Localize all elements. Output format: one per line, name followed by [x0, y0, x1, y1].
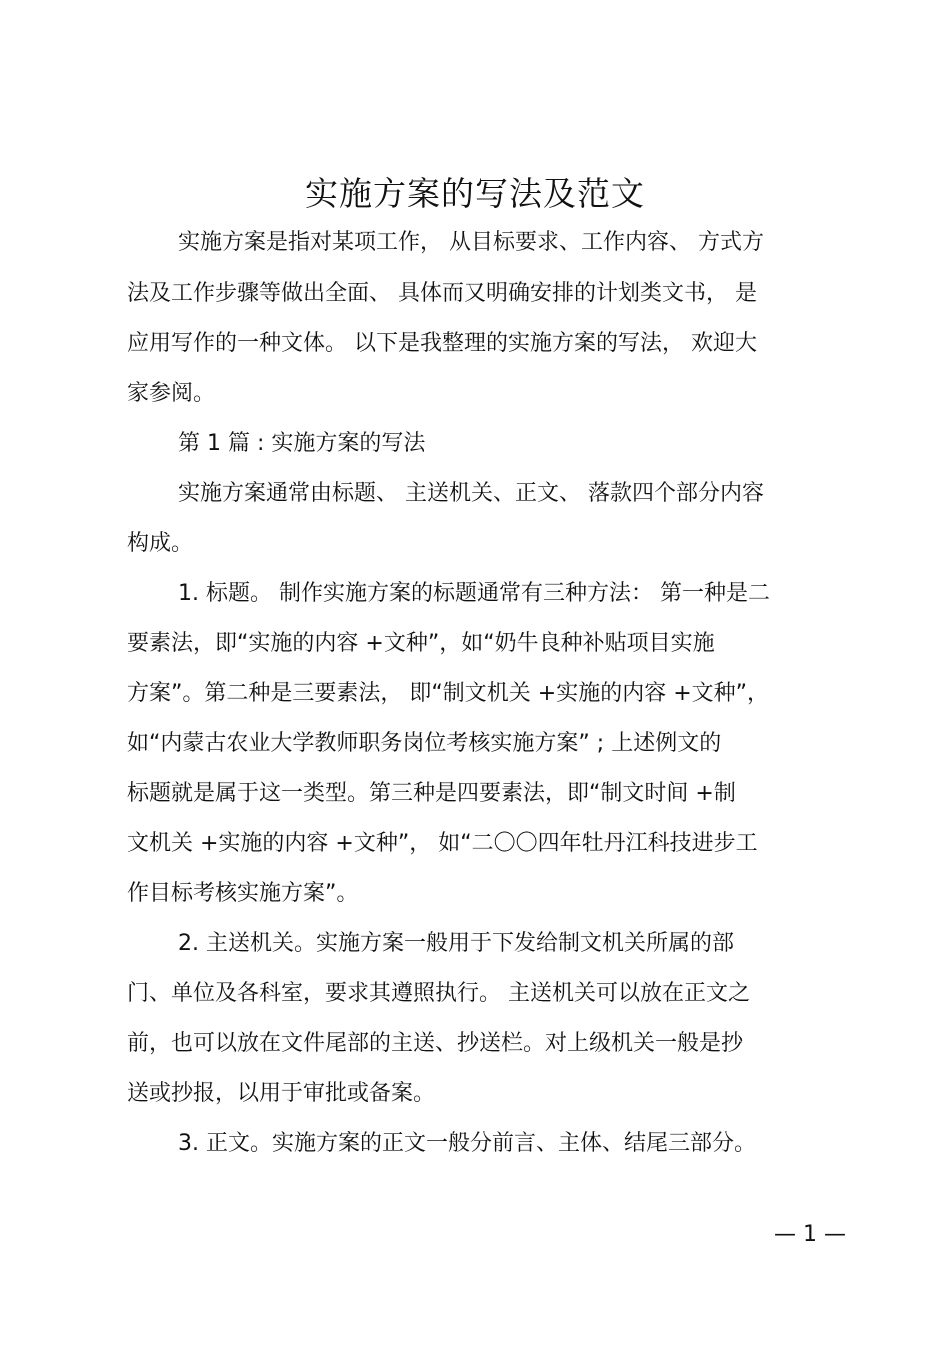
paragraph-line: 2. 主送机关。实施方案一般用于下发给制文机关所属的部	[178, 931, 734, 956]
paragraph-line: 1. 标题。 制作实施方案的标题通常有三种方法： 第一种是二	[178, 581, 770, 606]
paragraph-line: 送或抄报，以用于审批或备案。	[127, 1081, 436, 1106]
paragraph-line: 作目标考核实施方案”。	[127, 881, 359, 906]
paragraph-line: 实施方案通常由标题、 主送机关、正文、 落款四个部分内容	[178, 481, 764, 506]
paragraph-line: 标题就是属于这一类型。第三种是四要素法，即“制文时间 +制	[127, 781, 736, 806]
paragraph-line: 应用写作的一种文体。 以下是我整理的实施方案的写法， 欢迎大	[127, 331, 757, 356]
paragraph-line: 文机关 +实施的内容 +文种”， 如“二〇〇四年牡丹江科技进步工	[127, 831, 758, 856]
document-title: 实施方案的写法及范文	[305, 174, 645, 213]
paragraph-line: 构成。	[127, 531, 194, 556]
section-heading: 第 1 篇 : 实施方案的写法	[178, 431, 426, 456]
paragraph-line: 法及工作步骤等做出全面、 具体而又明确安排的计划类文书， 是	[127, 281, 757, 306]
paragraph-line: 要素法，即“实施的内容 +文种”，如“奶牛良种补贴项目实施	[127, 631, 715, 656]
paragraph-line: 方案”。第二种是三要素法， 即“制文机关 +实施的内容 +文种”，	[127, 681, 770, 706]
paragraph-line: 3. 正文。实施方案的正文一般分前言、主体、结尾三部分。	[178, 1131, 756, 1156]
paragraph-line: 前，也可以放在文件尾部的主送、抄送栏。对上级机关一般是抄	[127, 1031, 744, 1056]
paragraph-line: 实施方案是指对某项工作， 从目标要求、工作内容、 方式方	[178, 230, 764, 255]
paragraph-line: 如“内蒙古农业大学教师职务岗位考核实施方案” ; 上述例文的	[127, 731, 722, 756]
page-number: — 1 —	[774, 1222, 846, 1247]
paragraph-line: 门、单位及各科室，要求其遵照执行。 主送机关可以放在正文之	[127, 981, 750, 1006]
paragraph-line: 家参阅。	[127, 381, 216, 406]
